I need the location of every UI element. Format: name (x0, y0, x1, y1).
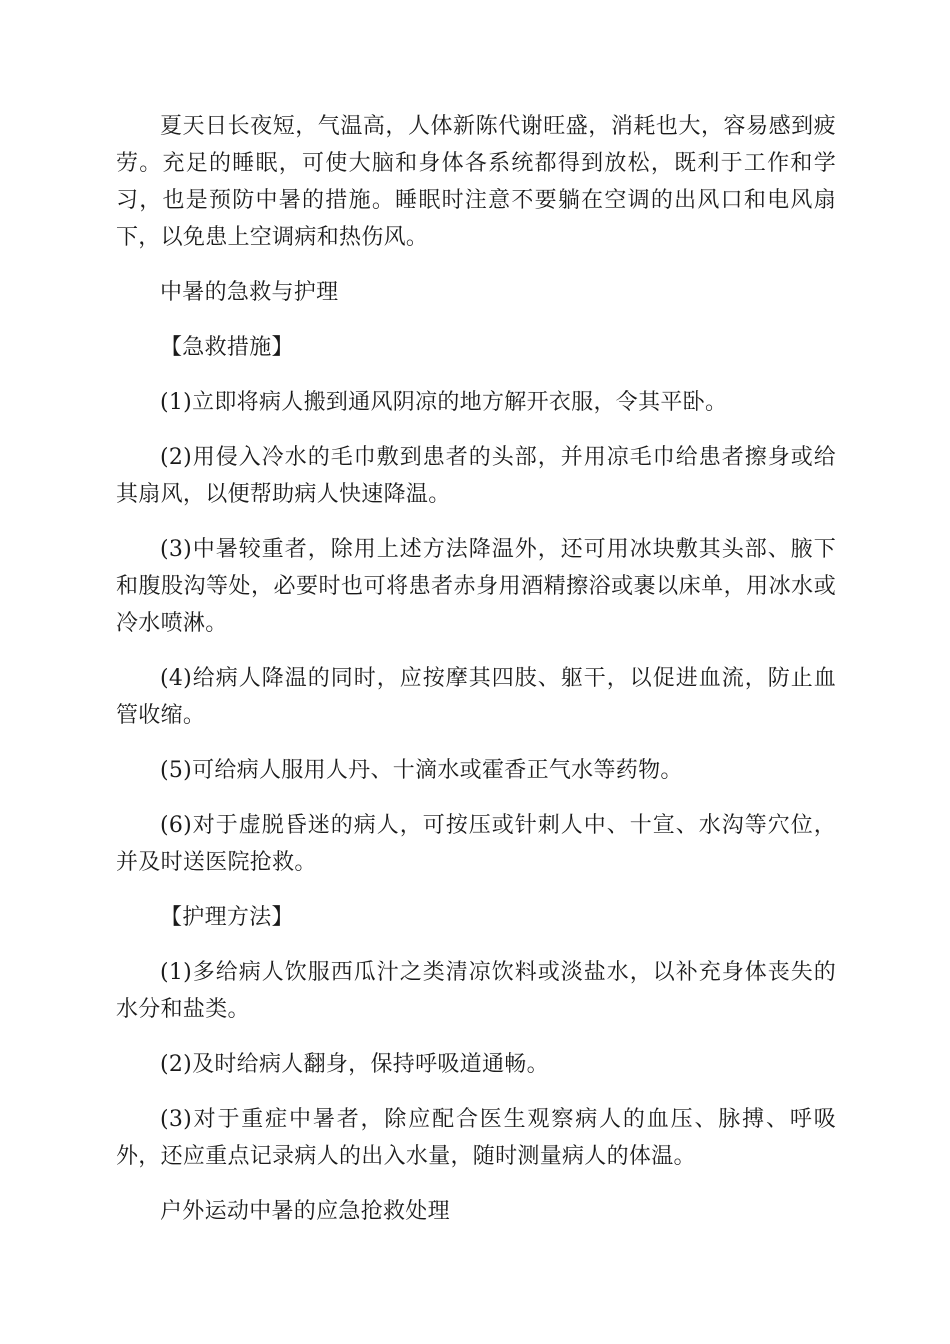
list-item-first-aid-1: (1)立即将病人搬到通风阴凉的地方解开衣服，令其平卧。 (160, 390, 728, 415)
paragraph-sleep-advice: 夏天日长夜短，气温高，人体新陈代谢旺盛，消耗也大，容易感到疲劳。充足的睡眠，可使大脑和身体各系统都得到放松，既利于工作和学习，也是预防中暑的措施。睡眠时注意不要躺在空调的出风口和电风扇下，以免患上空调病和热伤风。 (116, 114, 836, 250)
list-item-care-1: (1)多给病人饮服西瓜汁之类清凉饮料或淡盐水，以补充身体丧失的水分和盐类。 (116, 960, 836, 1022)
document-page (116, 108, 836, 1248)
list-item-care-2: (2)及时给病人翻身，保持呼吸道通畅。 (160, 1052, 549, 1077)
section-heading-outdoor-heatstroke: 户外运动中暑的应急抢救处理 (160, 1199, 450, 1224)
list-item-first-aid-3: (3)中暑较重者，除用上述方法降温外，还可用冰块敷其头部、腋下和腹股沟等处，必要时也可将患者赤身用酒精擦浴或裹以床单，用冰水或冷水喷淋。 (116, 537, 836, 636)
list-item-first-aid-4: (4)给病人降温的同时，应按摩其四肢、躯干，以促进血流，防止血管收缩。 (116, 666, 836, 728)
subheading-first-aid-measures: 【急救措施】 (160, 335, 294, 360)
list-item-care-3: (3)对于重症中暑者，除应配合医生观察病人的血压、脉搏、呼吸外，还应重点记录病人的出入水量，随时测量病人的体温。 (116, 1107, 836, 1169)
list-item-first-aid-2: (2)用侵入冷水的毛巾敷到患者的头部，并用凉毛巾给患者擦身或给其扇风，以便帮助病人快速降温。 (116, 445, 836, 507)
subheading-care-methods: 【护理方法】 (160, 905, 294, 930)
section-heading-first-aid-and-care: 中暑的急救与护理 (160, 280, 339, 305)
list-item-first-aid-5: (5)可给病人服用人丹、十滴水或霍香正气水等药物。 (160, 758, 683, 783)
list-item-first-aid-6: (6)对于虚脱昏迷的病人，可按压或针刺人中、十宣、水沟等穴位，并及时送医院抢救。 (116, 813, 836, 875)
